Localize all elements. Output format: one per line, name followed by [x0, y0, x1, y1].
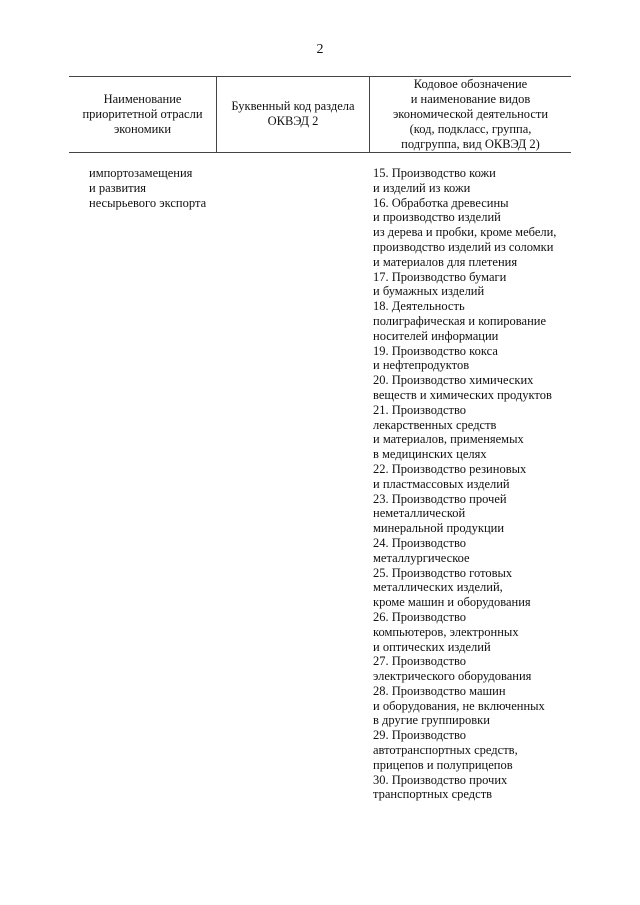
page-number: 2 [316, 42, 324, 57]
industry-cell: импортозамещения и развития несырьевого экспорта [89, 166, 207, 210]
activity-item: 30. Производство прочих транспортных средств [373, 772, 508, 802]
activity-list [373, 166, 573, 802]
activity-item: 26. Производство компьютеров, электронных и оптических изделий [373, 609, 519, 654]
header-industry: Наименование приоритетной отрасли экономики [82, 91, 203, 136]
activity-item: 21. Производство лекарственных средств и материалов, применяемых в медицинских целях [373, 402, 524, 462]
activity-item: 24. Производство металлургическое [373, 535, 470, 565]
activity-item: 29. Производство автотранспортных средств, прицепов и полуприцепов [373, 728, 518, 772]
header-letter-code: Буквенный код раздела ОКВЭД 2 [231, 99, 355, 128]
activity-item: 28. Производство машин и оборудования, не включенных в другие группировки [373, 683, 545, 728]
activity-item: 18. Деятельность полиграфическая и копирование носителей информации [373, 299, 547, 343]
activity-item: 15. Производство кожи и изделий из кожи [373, 166, 496, 195]
activity-item: 17. Производство бумаги и бумажных изделий [373, 269, 507, 299]
activity-item: 27. Производство электрического оборудования [373, 654, 532, 684]
activity-item: 25. Производство готовых металлических изделий, кроме машин и оборудования [373, 565, 531, 610]
table-header-bottom-rule [69, 152, 571, 153]
activity-item: 23. Производство прочей неметаллической минеральной продукции [373, 491, 507, 536]
activity-item: 19. Производство кокса и нефтепродуктов [373, 343, 498, 373]
activity-item: 20. Производство химических веществ и химических продуктов [373, 373, 552, 402]
activity-item: 22. Производство резиновых и пластмассовых изделий [373, 461, 527, 491]
header-activity-code: Кодовое обозначение и наименование видов экономической деятельности (код, подкласс, группа, подгруппа, вид ОКВЭД 2) [392, 76, 549, 151]
activity-item: 16. Обработка древесины и производство изделий из дерева и пробки, кроме мебели, производство изделий из соломки и материалов для плетения [373, 195, 557, 269]
